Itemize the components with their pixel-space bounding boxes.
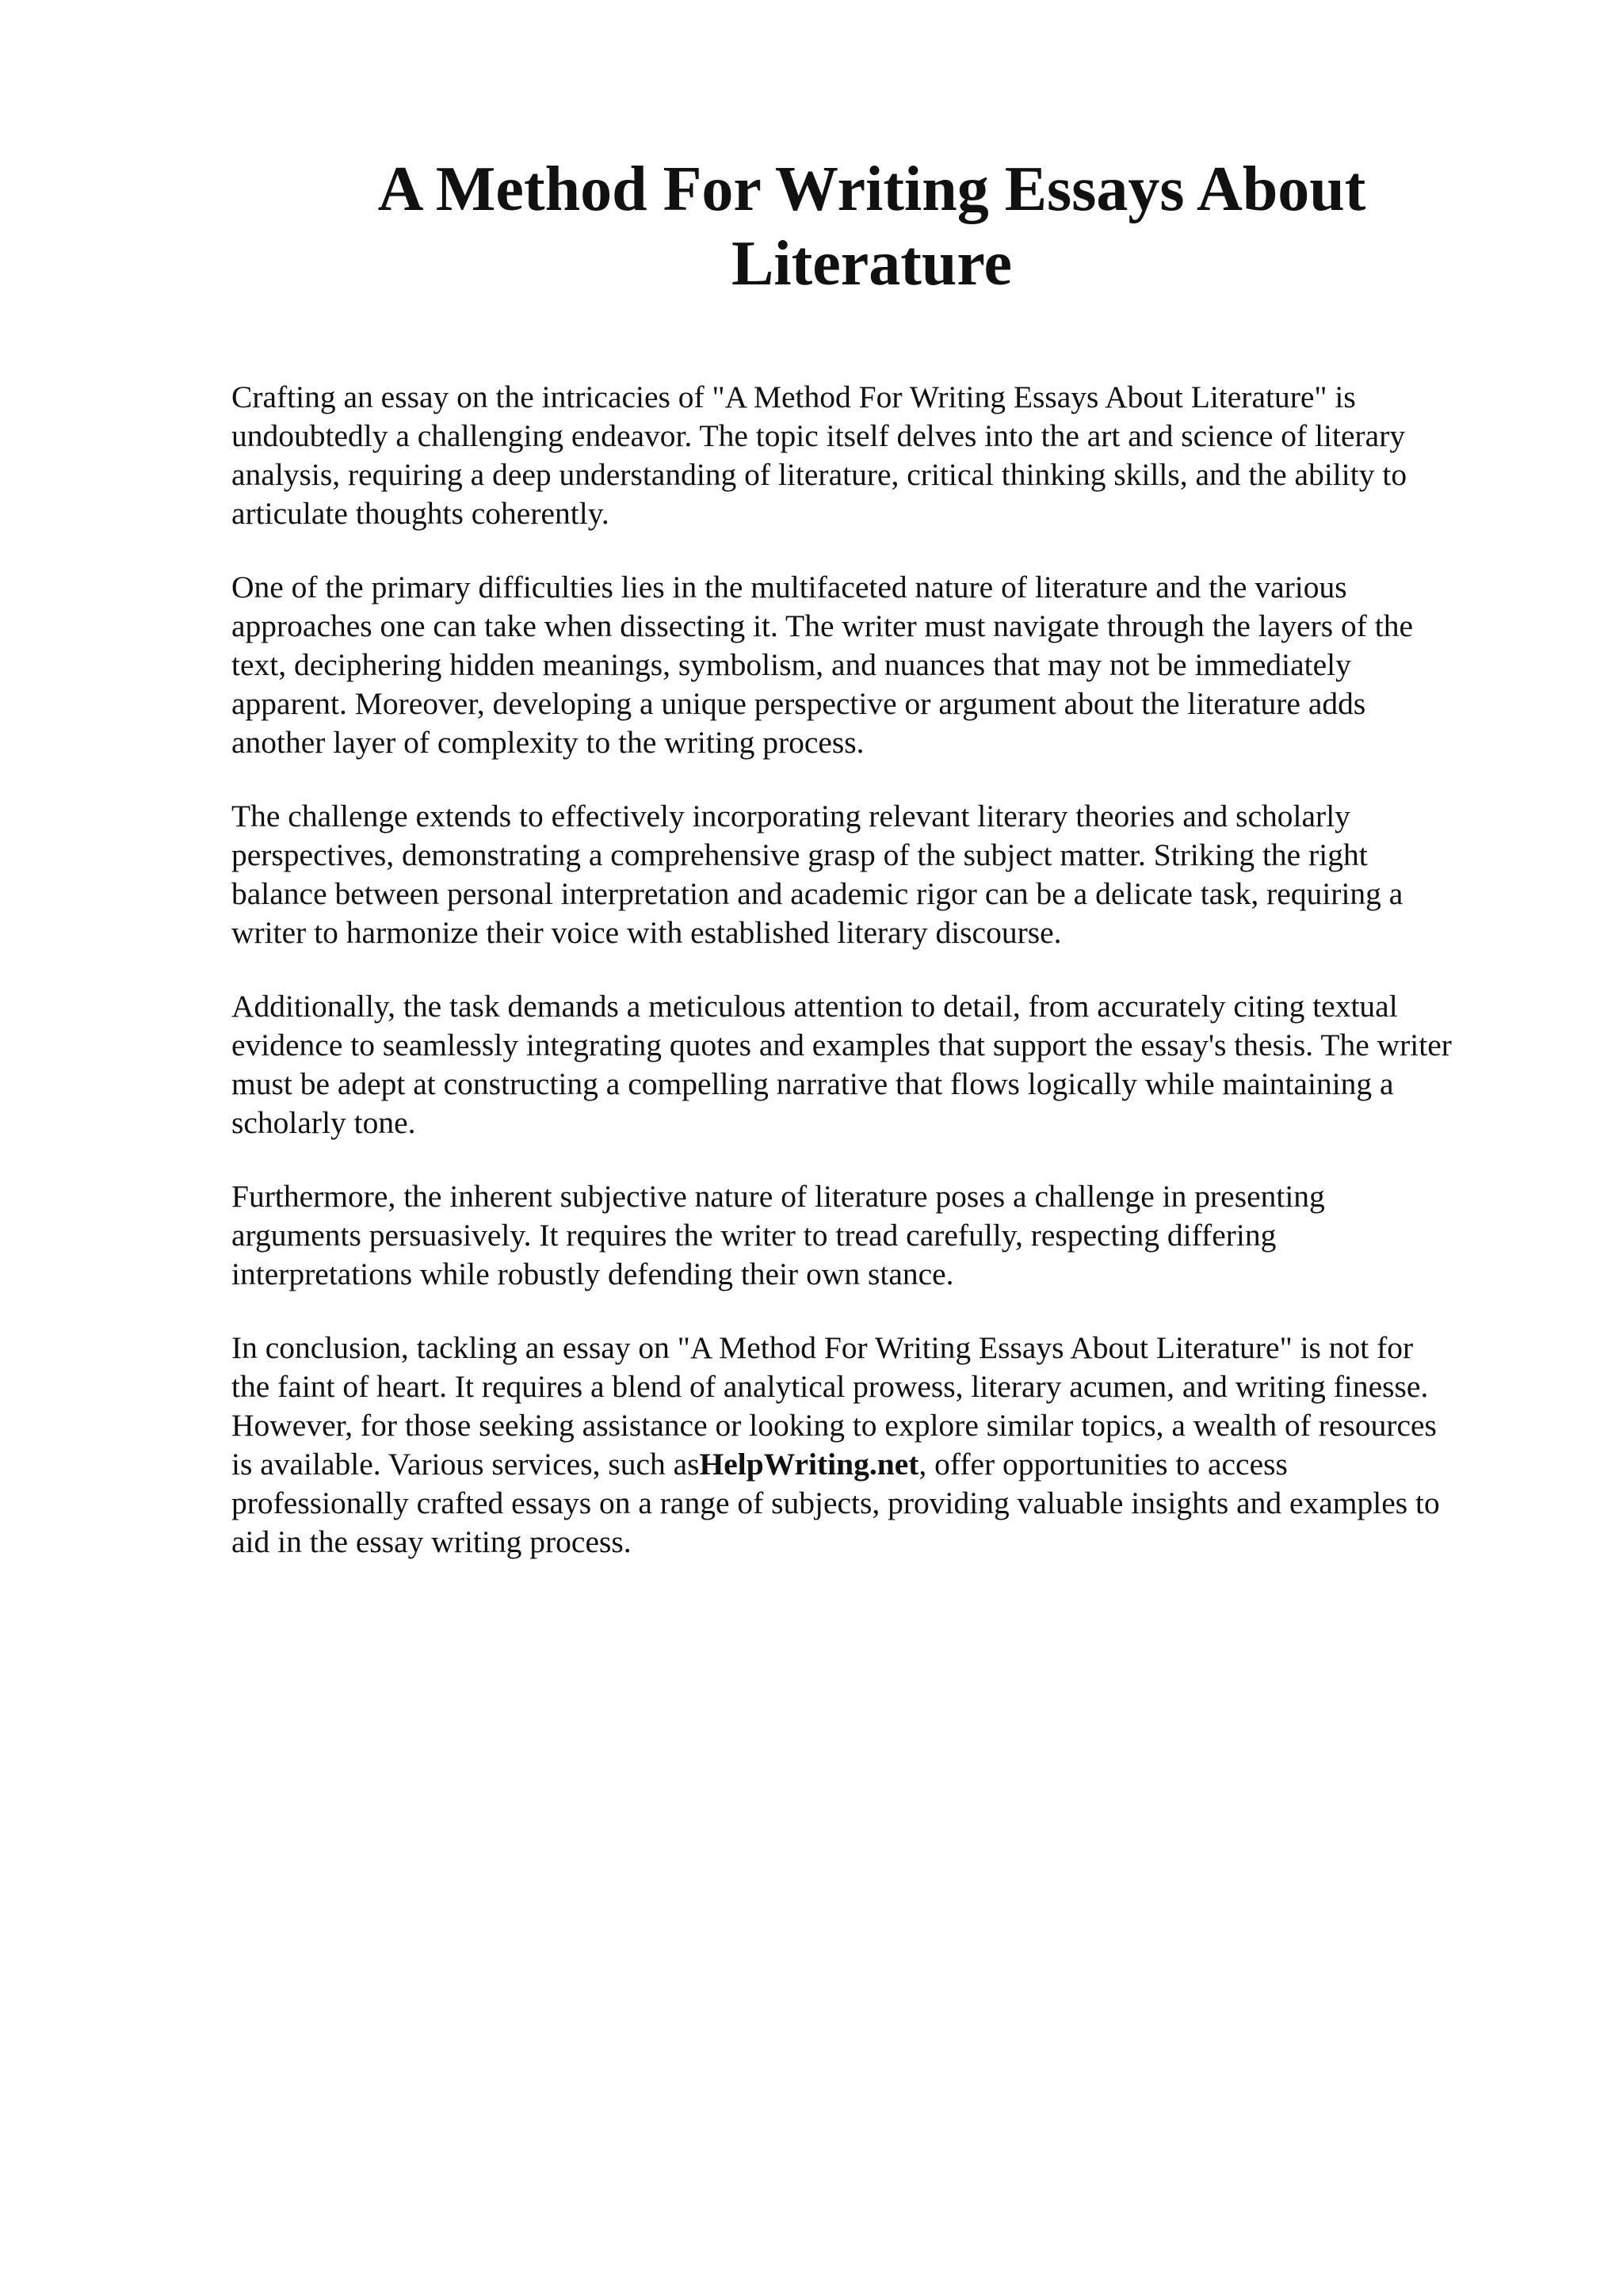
paragraph-intro: Crafting an essay on the intricacies of "A Method For Writing Essays About Literature" is undoubtedly a challenging endeavor. The topic itself delves into the art and science of literary analysis, requiring a deep understanding of literature, critical thinking skills, and the ability to articulate thoughts coherently. (231, 379, 1407, 531)
conclusion-text-after-link: , offer opportunities to access professionally crafted essays on a range of subjects, providing valuable insights and examples to aid in the essay writing process. (231, 1447, 1440, 1559)
document-body (231, 378, 1515, 1596)
paragraph-conclusion (231, 1329, 1515, 1562)
paragraph-difficulties: One of the primary difficulties lies in the multifaceted nature of literature and the various approaches one can take when dissecting it. The writer must navigate through the layers of the text, deciphering hidden meanings, symbolism, and nuances that may not be immediately apparent. Moreover, developing a unique perspective or argument about the literature adds another layer of complexity to the writing process. (231, 570, 1414, 760)
paragraph-challenge: The challenge extends to effectively incorporating relevant literary theories and scholarly perspectives, demonstrating a comprehensive grasp of the subject matter. Striking the right balance between personal interpretation and academic rigor can be a delicate task, requiring a writer to harmonize their voice with established literary discourse. (231, 799, 1403, 950)
paragraph-detail: Additionally, the task demands a meticulous attention to detail, from accurately citing textual evidence to seamlessly integrating quotes and examples that support the essay's thesis. The writer must be adept at constructing a compelling narrative that flows logically while maintaining a scholarly tone. (231, 989, 1452, 1140)
conclusion-text-before-link: In conclusion, tackling an essay on "A Method For Writing Essays About Literature" is not for the faint of heart. It requires a blend of analytical prowess, literary acumen, and writing finesse. However, for those seeking assistance or looking to explore similar topics, a wealth of resources is available. Various services, such as (231, 1330, 1437, 1482)
paragraph-subjective: Furthermore, the inherent subjective nature of literature poses a challenge in presenting arguments persuasively. It requires the writer to tread carefully, respecting differing interpretations while robustly defending their own stance. (231, 1179, 1325, 1291)
page-title: A Method For Writing Essays About Literature (377, 154, 1366, 299)
helpwriting-link[interactable]: HelpWriting.net (699, 1447, 919, 1482)
